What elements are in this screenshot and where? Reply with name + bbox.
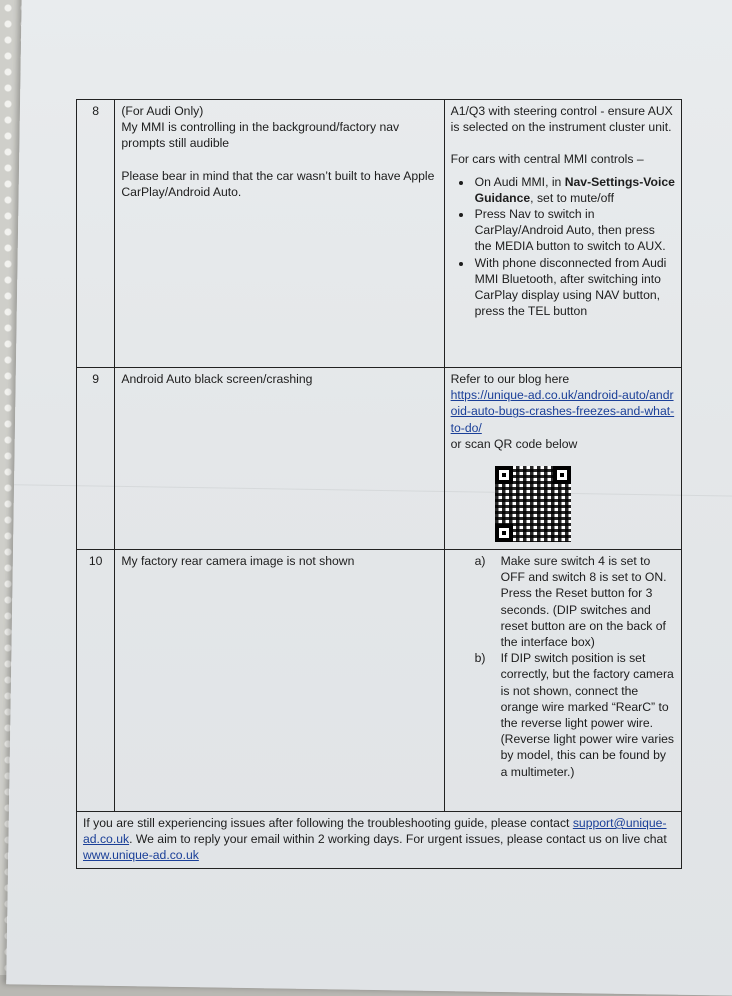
website-link[interactable]: www.unique-ad.co.uk (83, 848, 199, 863)
issue-cell: Android Auto black screen/crashing (115, 368, 444, 550)
solution-text: or scan QR code below (450, 436, 578, 451)
contact-footer (76, 812, 682, 869)
list-item: • Press Nav to switch in CarPlay/Android Auto, then press the MEDIA button to switch to AUX. (473, 206, 675, 255)
solution-text: A1/Q3 with steering control - ensure AUX is selected on the instrument cluster unit. (450, 104, 673, 135)
solution-steps (451, 553, 675, 780)
troubleshooting-document (76, 99, 682, 869)
table-row-8 (77, 100, 682, 368)
issue-text: (For Audi Only) (121, 104, 204, 118)
issue-note: Please bear in mind that the car wasn’t built to have Apple CarPlay/Android Auto. (121, 168, 435, 199)
list-item: • With phone disconnected from Audi MMI Bluetooth, after switching into CarPlay display using NAV button, press the TEL button (473, 255, 675, 320)
row-number: 8 (77, 100, 115, 368)
list-item: • On Audi MMI, in Nav-Settings-Voice Guidance, set to mute/off (473, 174, 675, 206)
support-email-link[interactable]: support@unique-ad.co.uk (83, 816, 667, 847)
troubleshooting-table (76, 99, 682, 812)
row-number: 9 (77, 368, 115, 550)
list-item: a) Make sure switch 4 is set to OFF and switch 8 is set to ON. Press the Reset button for 3 seconds. (DIP switches and reset button are on the back of the interface box) (474, 554, 667, 650)
solution-text: For cars with central MMI controls – (450, 152, 644, 167)
list-item: b) If DIP switch position is set correctly, but the factory camera is not shown, connect the orange wire marked “RearC” to the reverse light power wire. (Reverse light power wire varies by model, this can be found by a multimeter.) (474, 651, 675, 779)
blog-link[interactable]: https://unique-ad.co.uk/android-auto/android-auto-bugs-crashes-freezes-and-what-to-do/ (450, 388, 675, 435)
solution-text: Refer to our blog here (450, 372, 570, 386)
footer-text: . We aim to reply your email within 2 working days. For urgent issues, please contact us on live chat (129, 832, 667, 847)
issue-cell (115, 100, 444, 368)
table-row-10 (77, 550, 682, 812)
solution-cell (444, 550, 681, 812)
solution-cell (444, 100, 681, 368)
footer-text: If you are still experiencing issues after following the troubleshooting guide, please contact (83, 816, 573, 831)
qr-code-image (495, 466, 571, 542)
table-row-9 (77, 368, 682, 550)
issue-cell: My factory rear camera image is not shown (115, 550, 444, 812)
solution-bullets (451, 174, 675, 320)
solution-cell (444, 368, 681, 550)
issue-text: My MMI is controlling in the background/factory nav prompts still audible (121, 120, 400, 151)
row-number: 10 (77, 550, 115, 812)
